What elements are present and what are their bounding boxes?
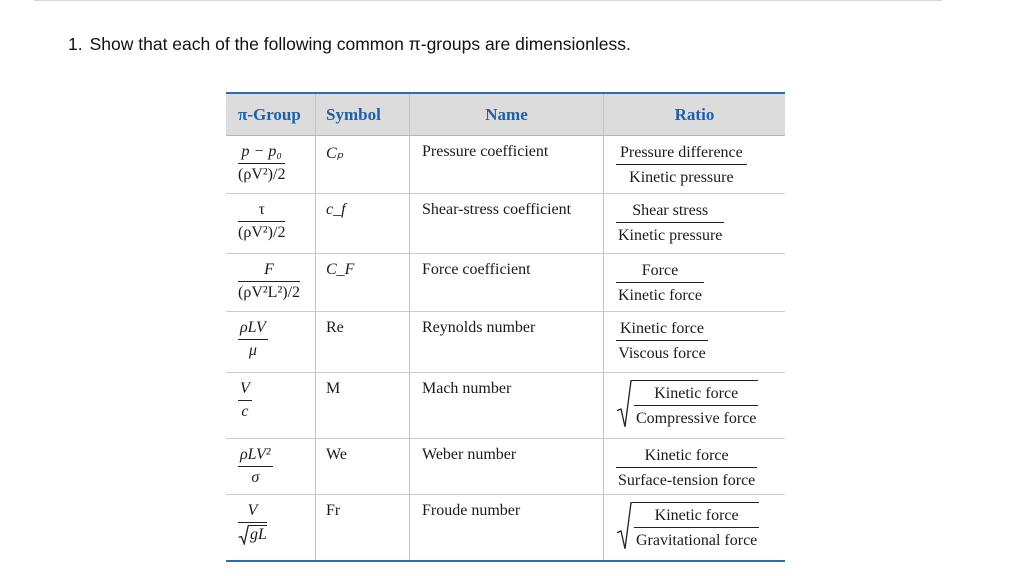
pi-group-cell <box>226 254 316 311</box>
name-cell: Shear-stress coefficient <box>410 194 604 253</box>
pi-group-cell <box>226 194 316 253</box>
ratio-fraction <box>616 261 704 305</box>
ratio-cell <box>604 254 785 311</box>
ratio-numerator: Force <box>641 262 679 279</box>
square-root <box>616 502 759 550</box>
ratio-numerator: Kinetic force <box>644 447 729 464</box>
symbol-cell: Cₚ <box>316 136 410 193</box>
name-cell: Weber number <box>410 439 604 494</box>
ratio-numerator: Kinetic force <box>654 385 739 402</box>
pi-group-fraction <box>238 502 267 550</box>
name-cell: Force coefficient <box>410 254 604 311</box>
pi-group-fraction <box>238 380 252 422</box>
pi-group-fraction <box>238 446 273 488</box>
square-root <box>616 380 758 428</box>
fraction-denominator: σ <box>251 469 260 487</box>
fraction-numerator: V <box>240 380 250 397</box>
ratio-cell <box>604 136 785 193</box>
ratio-fraction <box>634 384 758 428</box>
fraction-denominator: (ρV²)/2 <box>238 224 286 242</box>
pi-group-cell <box>226 495 316 560</box>
question-body: Show that each of the following common π-groups are dimensionless. <box>89 34 631 54</box>
table-row <box>226 439 785 495</box>
table-header-row <box>226 94 785 136</box>
ratio-numerator: Shear stress <box>632 202 709 219</box>
ratio-denominator: Compressive force <box>636 410 757 428</box>
fraction-numerator: V <box>247 502 258 519</box>
ratio-cell <box>604 373 785 438</box>
radical-sign-icon <box>238 525 249 544</box>
ratio-numerator: Pressure difference <box>620 144 743 161</box>
ratio-numerator: Kinetic force <box>654 507 739 524</box>
radical-sign-icon <box>616 380 632 428</box>
header-pi-group: π-Group <box>226 94 316 135</box>
fraction-denominator: (ρV²L²)/2 <box>238 284 301 302</box>
ratio-cell <box>604 495 785 560</box>
symbol-cell: C_F <box>316 254 410 311</box>
fraction-numerator: F <box>264 261 274 278</box>
fraction-denominator: (ρV²)/2 <box>238 166 286 184</box>
header-name: Name <box>410 94 604 135</box>
pi-group-cell <box>226 439 316 494</box>
symbol-cell: Re <box>316 312 410 372</box>
ratio-fraction <box>616 319 708 363</box>
fraction-numerator: p − p₀ <box>241 143 282 160</box>
pi-group-fraction <box>238 201 285 243</box>
pi-group-cell <box>226 136 316 193</box>
table-row <box>226 136 785 194</box>
ratio-denominator: Kinetic pressure <box>629 169 734 187</box>
pi-group-fraction <box>238 143 285 185</box>
ratio-denominator: Surface-tension force <box>618 472 756 490</box>
ratio-numerator: Kinetic force <box>620 320 704 337</box>
pi-group-cell <box>226 312 316 372</box>
name-cell: Pressure coefficient <box>410 136 604 193</box>
table-row <box>226 495 785 560</box>
pi-group-fraction <box>238 319 268 361</box>
table-row <box>226 254 785 312</box>
ratio-denominator: Gravitational force <box>636 532 758 550</box>
symbol-cell: Fr <box>316 495 410 560</box>
question-text <box>68 34 631 55</box>
ratio-fraction <box>616 201 724 245</box>
fraction-numerator: ρLV <box>240 319 266 336</box>
header-symbol: Symbol <box>316 94 410 135</box>
fraction-numerator: ρLV² <box>240 446 271 463</box>
ratio-fraction <box>616 446 757 490</box>
ratio-cell <box>604 439 785 494</box>
table-row <box>226 312 785 373</box>
fraction-denominator: μ <box>248 342 257 360</box>
name-cell: Froude number <box>410 495 604 560</box>
top-divider <box>34 0 942 1</box>
ratio-cell <box>604 194 785 253</box>
fraction-denominator: c <box>241 403 249 421</box>
pi-group-cell <box>226 373 316 438</box>
table-row <box>226 373 785 439</box>
fraction-numerator: τ <box>258 201 265 218</box>
symbol-cell: c_f <box>316 194 410 253</box>
header-ratio: Ratio <box>674 104 715 124</box>
pi-groups-table <box>226 92 785 562</box>
ratio-denominator: Kinetic pressure <box>618 227 723 245</box>
table-row <box>226 194 785 254</box>
pi-group-fraction <box>238 261 300 303</box>
symbol-cell: We <box>316 439 410 494</box>
name-cell: Reynolds number <box>410 312 604 372</box>
ratio-fraction <box>616 143 747 187</box>
fraction-denominator <box>238 523 267 550</box>
name-cell: Mach number <box>410 373 604 438</box>
ratio-fraction <box>634 506 759 550</box>
symbol-cell: M <box>316 373 410 438</box>
ratio-cell <box>604 312 785 372</box>
question-number: 1. <box>68 34 83 54</box>
radical-sign-icon <box>616 502 632 550</box>
ratio-denominator: Viscous force <box>618 345 706 363</box>
square-root: gL <box>238 525 267 544</box>
ratio-denominator: Kinetic force <box>618 287 702 305</box>
